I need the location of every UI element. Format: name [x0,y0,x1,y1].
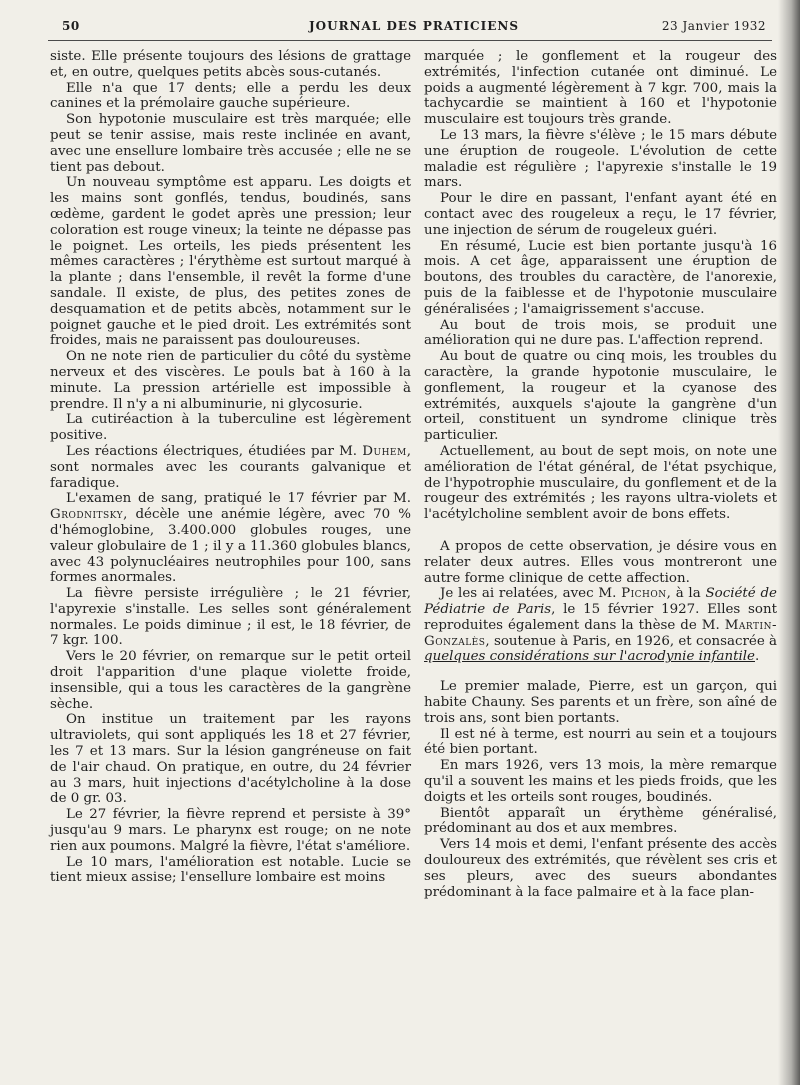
text-run: , décèle une anémie légère, avec 70 % d'hémoglobine, 3.400.000 globules rouges, une valeur globulaire de 1 ; il y a 11.360 globules blancs, avec 43 polynucléaires neutrophiles pour 100, sans formes anormales. [50,507,411,586]
person-name: Martin-Gonzalès [424,617,777,649]
paragraph: siste. Elle présente toujours des lésions de grattage et, en outre, quelques petits abcès sous-cutanés. [50,49,411,80]
paragraph: La fièvre persiste irrégulière ; le 21 février, l'apyrexie s'installe. Les selles sont généralement normales. Le poids diminue ; il est, le 18 février, de 7 kgr. 100. [50,586,411,649]
header-rule [48,40,772,41]
issue-date: 23 Janvier 1932 [661,19,766,33]
text-run: L'examen de sang, pratiqué le 17 février par M. [66,491,411,507]
paragraph: Au bout de quatre ou cinq mois, les troubles du caractère, la grande hypotonie musculaire, le gonflement, la rougeur et la cyanose des extrémités, auxquels s'ajoute la gangrène d'un orteil, constituent un syndrome clinique très particulier. [424,349,777,444]
right-column [424,49,777,900]
paragraph: Le 27 février, la fièvre reprend et persiste à 39° jusqu'au 9 mars. Le pharynx est rouge; on ne note rien aux poumons. Malgré la fièvre, l'état s'améliore. [50,807,411,854]
paragraph: Un nouveau symptôme est apparu. Les doigts et les mains sont gonflés, tendus, boudinés, sans œdème, gardent le godet après une pression; leur coloration est rouge vineux; la teinte ne dépasse pas le poignet. Les orteils, les pieds présentent les mêmes caractères ; l'érythème est surtout marqué à la plante ; dans l'ensemble, il revêt la forme d'une sandale. Il existe, de plus, des petites zones de desquamation et de petits abcès, notamment sur le poignet gauche et le pied droit. Les extrémités sont froides, mais ne paraissent pas douloureuses. [50,175,411,349]
paragraph: Le 13 mars, la fièvre s'élève ; le 15 mars débute une éruption de rougeole. L'évolution de cette maladie est régulière ; l'apyrexie s'installe le 19 mars. [424,127,777,191]
paragraph: Le premier malade, Pierre, est un garçon, qui habite Chauny. Ses parents et un frère, son aîné de trois ans, sont bien portants. [424,679,777,726]
paragraph: Vers le 20 février, on remarque sur le petit orteil droit l'apparition d'une plaque violette froide, insensible, qui a tous les caractères de la gangrène sèche. [50,649,411,712]
person-name: Grodnitsky [50,507,124,523]
section-gap [424,523,777,539]
paragraph: Au bout de trois mois, se produit une amélioration qui ne dure pas. L'affection reprend. [424,317,777,349]
text-run: , le 15 février 1927. Elles sont reproduites également dans la thèse de M. [424,602,777,633]
paragraph: En mars 1926, vers 13 mois, la mère remarque qu'il a souvent les mains et les pieds froids, que les doigts et les orteils sont rouges, boudinés. [424,758,777,805]
paragraph [50,444,411,491]
paragraph: Vers 14 mois et demi, l'enfant présente des accès douloureux des extrémités, que révèlent ses cris et ses pleurs, avec des sueurs abondantes prédominant à la face palmaire et à la face plan- [424,837,777,900]
person-name: Duhem [362,443,407,459]
text-run: Les réactions électriques, étudiées par M. [66,443,363,459]
text-run: , sont normales avec les courants galvanique et faradique. [50,443,411,491]
page-header [62,16,766,38]
paragraph: Son hypotonie musculaire est très marquée; elle peut se tenir assise, mais reste inclinée en avant, avec une ensellure lombaire très accusée ; elle ne se tient pas debout. [50,112,411,175]
paragraph: A propos de cette observation, je désire vous en relater deux autres. Elles vous montreront une autre forme clinique de cette affection. [424,538,777,586]
paragraph: Le 10 mars, l'amélioration est notable. Lucie se tient mieux assise; l'ensellure lombaire est moins [50,854,411,886]
person-name: Pichon [621,586,667,602]
paragraph: Elle n'a que 17 dents; elle a perdu les deux canines et la prémolaire gauche supérieure. [50,80,411,112]
paragraph: marquée ; le gonflement et la rougeur des extrémités, l'infection cutanée ont diminué. Le poids a augmenté légèrement à 7 kgr. 700, mais la tachycardie se maintient à 160 et l'hypotonie musculaire est toujours très grande. [424,49,777,128]
paragraph: En résumé, Lucie est bien portante jusqu'à 16 mois. A cet âge, apparaissent une éruption de boutons, des troubles du caractère, de l'anorexie, puis de la faiblesse et de l'hypotonie musculaire généralisées ; l'amaigrissement s'accuse. [424,238,777,317]
text-run: , soutenue à Paris, en 1926, et consacrée à [485,633,777,649]
paragraph [424,586,777,665]
paragraph [50,491,411,586]
paragraph: La cutiréaction à la tuberculine est légèrement positive. [50,412,411,444]
left-column [50,49,411,886]
paragraph: Il est né à terme, est nourri au sein et a toujours été bien portant. [424,726,777,758]
paragraph: On ne note rien de particulier du côté du système nerveux et des viscères. Le pouls bat à 160 à la minute. La pression artérielle est impossible à prendre. Il n'y a ni albuminurie, ni glycosurie. [50,349,411,412]
section-gap [424,665,777,679]
paragraph: On institue un traitement par les rayons ultraviolets, qui sont appliqués les 18 et 27 février, les 7 et 13 mars. Sur la lésion gangréneuse on fait de l'air chaud. On pratique, en outre, du 24 février au 3 mars, huit injections d'acétylcholine à la dose de 0 gr. 03. [50,712,411,807]
journal-title: JOURNAL DES PRATICIENS [309,19,519,33]
paragraph: Actuellement, au bout de sept mois, on note une amélioration de l'état général, de l'état psychique, de l'hypotrophie musculaire, du gonflement et de la rougeur des extrémités ; les rayons ultra-violets et l'acétylcholine semblent avoir de bons effets. [424,443,777,523]
paragraph: Pour le dire en passant, l'enfant ayant été en contact avec des rougeleux a reçu, le 17 février, une injection de sérum de rougeleux guéri. [424,191,777,238]
society-name: Société de Pédiatrie de Paris [424,586,777,618]
text-run: , à la [666,586,706,602]
text-run: Je les ai relatées, avec M. [440,586,622,602]
thesis-title: quelques considérations sur l'acrodynie infantile [424,649,755,665]
text-run: . [754,649,760,665]
paragraph: Bientôt apparaît un érythème généralisé, prédominant au dos et aux membres. [424,805,777,837]
book-spine-shadow [778,0,800,1085]
page-number: 50 [62,19,80,33]
